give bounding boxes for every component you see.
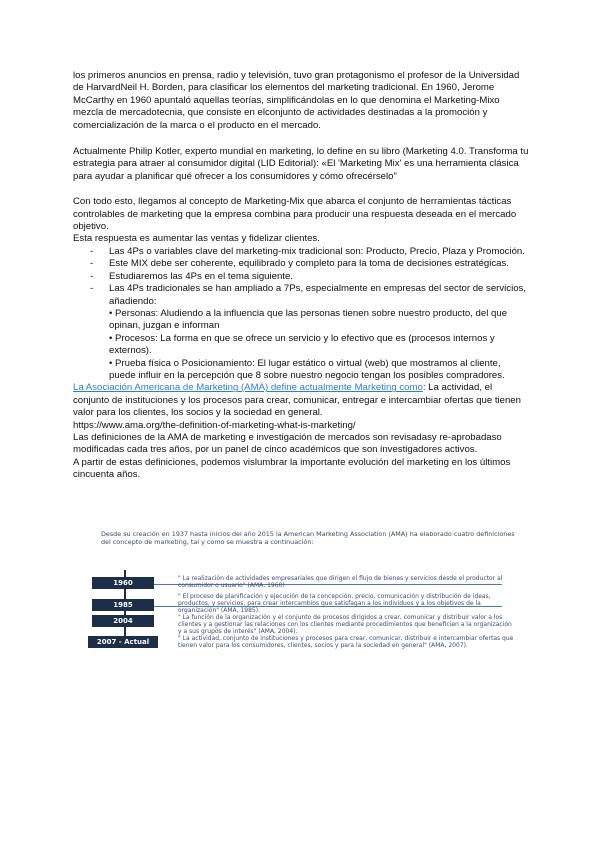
year-badge-1985: 1985: [92, 599, 154, 611]
definition-2007: " La actividad, conjunto de instituciones y procesos para crear, comunicar, distribuir e intercambiar ofertas que tienen valor para los consumidores, clientes, socios y para la sociedad en general" (AMA, 2007).: [178, 635, 514, 650]
paragraph-ama-revisions: Las definiciones de la AMA de marketing e investigación de mercados son revisadasy re-aprobadaso modificadas cada tres años, por un panel de cinco académicos que son investigadores activos.: [73, 431, 502, 456]
list-item: - Las 4Ps o variables clave del marketing-mix tradicional son: Producto, Precio, Plaza y Promoción.: [90, 245, 525, 257]
bullet-list: [73, 246, 529, 308]
list-item: - Este MIX debe ser coherente, equilibrado y completo para la toma de decisiones estratégicas.: [90, 258, 509, 270]
paragraph-kotler: Actualmente Philip Kotler, experto mundial en marketing, lo define en su libro (Marketing 4.0. Transforma tu estrategia para atraer al consumidor digital (LID Editorial): «El 'Marketing Mix' es una herramienta clásica para ayudar a planificar qué ofrecer a los consumidores y cómo ofrecérselo": [73, 146, 529, 182]
ama-definitions-figure: [86, 530, 518, 648]
paragraph-ama-definition: La Asociación Americana de Marketing (AMA) define actualmente Marketing como: La actividad, el conjunto de instituciones y los procesos para crear, comunicar, entregar e intercambiar ofertas que tienen valor para los clientes, los socios y la sociedad en general.: [73, 382, 521, 419]
definition-1960: " La realización de actividades empresariales que dirigen el flujo de bienes y servicios desde el productor al consumidor o usuario" (AMA, 1960): [178, 575, 503, 590]
paragraph-respuesta: Esta respuesta es aumentar las ventas y fidelizar clientes.: [73, 233, 320, 245]
list-item: - Estudiaremos las 4Ps en el tema siguiente.: [90, 270, 293, 282]
year-badge-1960: 1960: [92, 577, 154, 589]
figure-caption: Desde su creación en 1937 hasta inicios del año 2015 la American Marketing Association (AMA) ha elaborado cuatro definiciones del concepto de marketing, tal y como se muestra a continuación:: [101, 530, 515, 546]
year-badge-2004: 2004: [92, 615, 154, 627]
sub-item-personas: • Personas: Aludiendo a la influencia que las personas tienen sobre nuestro producto, del que opinan, juzgan e informan: [109, 307, 508, 332]
ama-definition-link[interactable]: La Asociación Americana de Marketing (AMA) define actualmente Marketing como: [73, 382, 423, 394]
definition-1985: " El proceso de planificación y ejecución de la concepción, precio, comunicación y distribución de ideas, productos, y servicios, para crear intercambios que satisfagan a los individuos y a los objetivos de la organización" (AMA, 1985).: [178, 593, 491, 615]
list-item: - Las 4Ps tradicionales se han ampliado a 7Ps, especialmente en empresas del sector de servicios, añadiendo:: [90, 283, 527, 307]
paragraph-marketing-mix: Con todo esto, llegamos al concepto de Marketing-Mix que abarca el conjunto de herramientas tácticas controlables de marketing que la empresa combina para producir una respuesta deseada en el mercado objetivo.: [73, 196, 517, 233]
sub-item-procesos: • Procesos: La forma en que se ofrece un servicio y lo efectivo que es (procesos internos y externos).: [109, 332, 495, 357]
paragraph-borden-mccarthy: los primeros anuncios en prensa, radio y televisión, tuvo gran protagonismo el profesor de la Universidad de HarvardNeil H. Borden, para clasificar los elementos del marketing tradicional. En 1960, Jerome McCarthy en 1960 apuntaló aquellas teorías, simplificándolas en lo que denomina el Marketing-Mixo mezcla de mercadotecnia, que consiste en elconjunto de actividades destinadas a la promoción y comercialización de la marca o el producto en el mercado.: [73, 70, 520, 131]
document-body: [73, 70, 529, 482]
year-badge-2007-actual: 2007 - Actual: [88, 636, 158, 648]
definition-2004: " La función de la organización y el conjunto de procesos dirigidos a crear, comunicar y distribuir valor a los clientes y a gestionar las relaciones con los clientes mediante procedimientos que beneficien a la organización y a sus grupos de interés" (AMA, 2004).: [178, 614, 512, 636]
paragraph-evolucion: A partir de estas definiciones, podemos vislumbrar la importante evolución del marketing en los últimos cincuenta años.: [73, 456, 511, 481]
sub-item-prueba-fisica: • Prueba física o Posicionamiento: El lugar estático o virtual (web) que mostramos al cliente, puede influir en la percepción que 8 sobre nuestro negocio tengan los posibles compradores.: [109, 357, 505, 381]
ama-url: https://www.ama.org/the-definition-of-marketing-what-is-marketing/: [73, 419, 356, 431]
